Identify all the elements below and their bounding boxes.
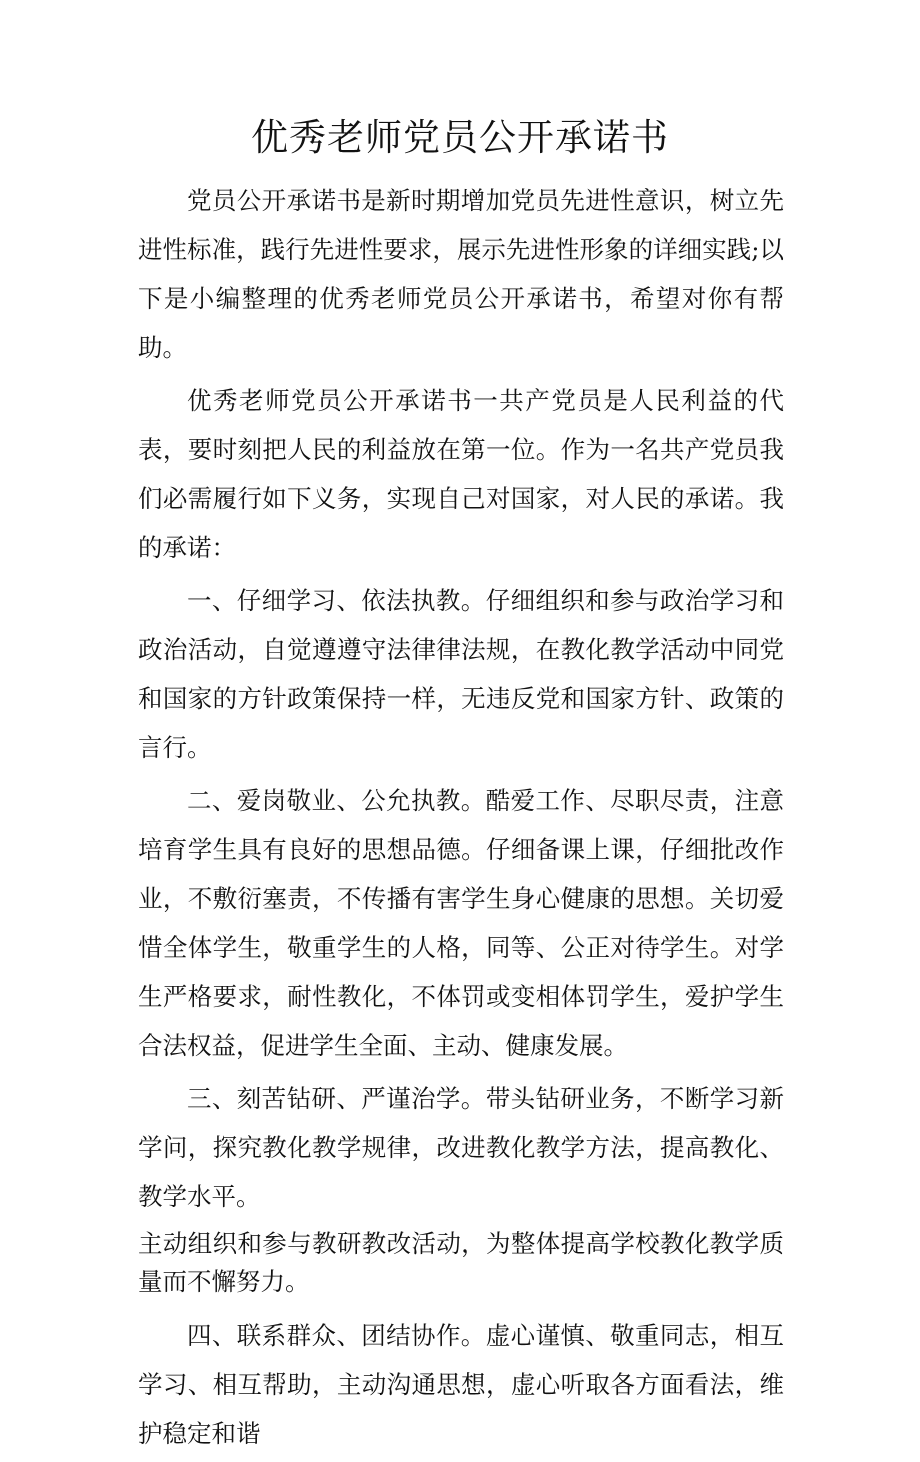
paragraph-pledge-3-continued: 主动组织和参与教研教改活动，为整体提高学校教化教学质量而不懈努力。: [138, 1229, 784, 1296]
paragraph-pledge-4: 四、联系群众、团结协作。虚心谨慎、敬重同志，相互学习、相互帮助，主动沟通思想，虚心听取各方面看法，维护稳定和谐: [138, 1321, 784, 1448]
document-body: [138, 176, 784, 1462]
paragraph-pledge-intro: 优秀老师党员公开承诺书一共产党员是人民利益的代表，要时刻把人民的利益放在第一位。作为一名共产党员我们必需履行如下义务，实现自己对国家，对人民的承诺。我的承诺：: [138, 386, 784, 562]
paragraph-pledge-2: 二、爱岗敬业、公允执教。酷爱工作、尽职尽责，注意培育学生具有良好的思想品德。仔细备课上课，仔细批改作业，不敷衍塞责，不传播有害学生身心健康的思想。关切爱惜全体学生，敬重学生的人格，同等、公正对待学生。对学生严格要求，耐性教化，不体罚或变相体罚学生，爱护学生合法权益，促进学生全面、主动、健康发展。: [138, 786, 784, 1060]
paragraph-pledge-1: 一、仔细学习、依法执教。仔细组织和参与政治学习和政治活动，自觉遵遵守法律律法规，在教化教学活动中同党和国家的方针政策保持一样，无违反党和国家方针、政策的言行。: [138, 586, 784, 762]
paragraph-pledge-3: 三、刻苦钻研、严谨治学。带头钻研业务，不断学习新学问，探究教化教学规律，改进教化教学方法，提高教化、教学水平。: [138, 1084, 784, 1211]
document-title: 优秀老师党员公开承诺书: [251, 116, 669, 159]
paragraph-intro: 党员公开承诺书是新时期增加党员先进性意识，树立先进性标准，践行先进性要求，展示先进性形象的详细实践;以下是小编整理的优秀老师党员公开承诺书，希望对你有帮助。: [138, 186, 784, 362]
